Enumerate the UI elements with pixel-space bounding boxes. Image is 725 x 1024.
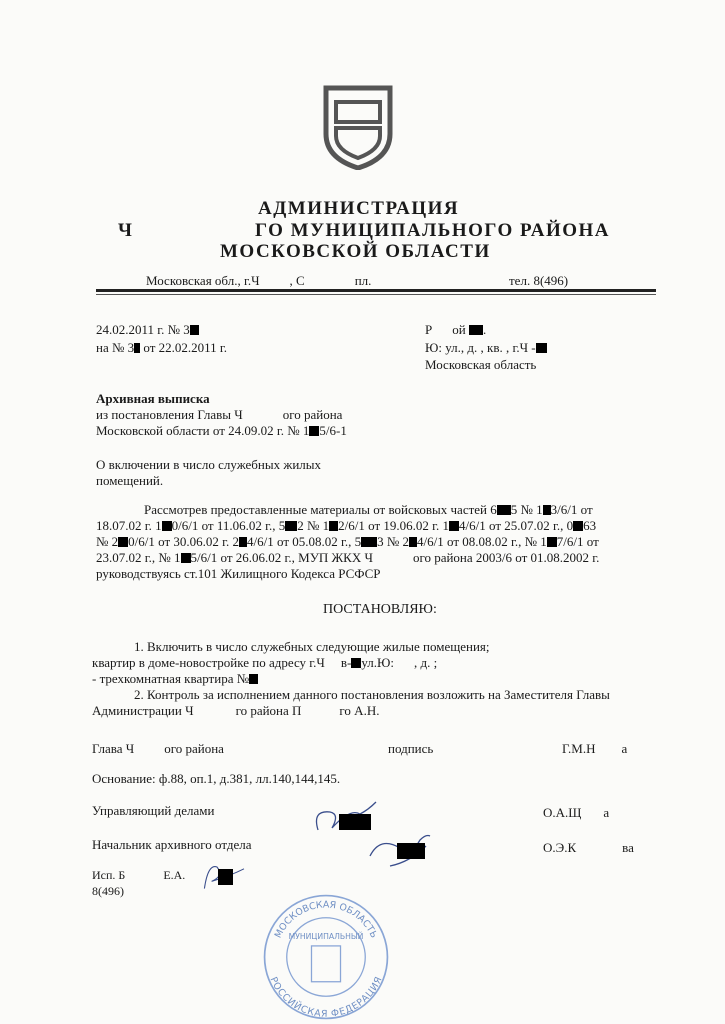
redaction-box xyxy=(536,343,547,353)
text-segment: го района П xyxy=(235,703,302,718)
decree-item1-apartment xyxy=(92,671,258,687)
redaction-box xyxy=(547,537,557,547)
executor-phone: 8(496) xyxy=(92,884,124,898)
text-segment: 2 № 1 xyxy=(297,518,330,533)
header-title-line2-start: Ч xyxy=(118,220,134,241)
recipient-address xyxy=(425,340,547,356)
redacted-signature-archive xyxy=(397,843,425,859)
text-segment: из постановления Главы Ч xyxy=(96,407,243,422)
text-segment: Г.М.Н xyxy=(562,741,596,756)
outgoing-number xyxy=(96,322,199,338)
redaction-box xyxy=(351,658,361,668)
archive-head-name xyxy=(543,840,634,856)
text-segment: 0/6/1 от 11.06.02 г., 5 xyxy=(171,518,286,533)
text-segment: 5 № 1 xyxy=(510,502,543,517)
body-line3 xyxy=(96,534,599,550)
text-segment: Московской области от 24.09.02 г. № 1 xyxy=(96,423,310,438)
text-segment: ого района xyxy=(282,407,343,422)
text-segment: 4/6/1 от 05.08.02 г., 5 xyxy=(247,534,362,549)
text-segment: Е.А. xyxy=(163,868,186,882)
header-divider xyxy=(96,289,656,292)
text-segment: О.Э.К xyxy=(543,840,577,855)
text-segment: 7/6/1 от xyxy=(556,534,599,549)
text-segment: 5/6/1 от 26.06.02 г., МУП ЖКХ Ч xyxy=(190,550,373,565)
body-line2 xyxy=(96,518,596,534)
redaction-box xyxy=(249,674,258,684)
redaction-box xyxy=(361,537,377,547)
header-title-line3: МОСКОВСКОЙ ОБЛАСТИ xyxy=(220,241,491,262)
text-segment: го А.Н. xyxy=(339,703,380,718)
redaction-box xyxy=(118,537,128,547)
stamp-text-top: МОСКОВСКАЯ ОБЛАСТЬ xyxy=(272,899,380,940)
subject-line2: помещений. xyxy=(96,473,164,488)
redacted-signature-executor xyxy=(218,869,233,885)
text-segment: , С xyxy=(289,273,305,288)
text-segment: а xyxy=(621,741,628,756)
redaction-box xyxy=(181,553,191,563)
official-seal-stamp xyxy=(262,893,390,1021)
text-segment: 4/6/1 от 25.07.02 г., 0 xyxy=(459,518,574,533)
redaction-box xyxy=(329,521,338,531)
executor-name xyxy=(92,867,185,883)
redaction-box xyxy=(162,521,172,531)
stamp-text-bottom: РОССИЙСКАЯ ФЕДЕРАЦИЯ xyxy=(267,975,385,1021)
text-segment: ул.Ю: xyxy=(361,655,394,670)
text-segment: 3 № 2 xyxy=(377,534,410,549)
text-segment: 63 xyxy=(583,518,597,533)
body-line1 xyxy=(144,502,593,518)
manager-title: Управляющий делами xyxy=(92,803,215,818)
head-name xyxy=(562,741,627,757)
text-segment: ого района 2003/6 от 01.08.2002 г. xyxy=(412,550,600,565)
text-segment: ва xyxy=(622,840,634,855)
redaction-box xyxy=(285,521,297,531)
text-segment: ой xyxy=(452,322,466,337)
redaction-box xyxy=(134,343,140,353)
extract-title: Архивная выписка xyxy=(96,391,210,406)
text-segment: Ю: ул., д. , кв. , г.Ч - xyxy=(425,340,536,355)
text-segment: 24.02.2011 г. № 3 xyxy=(96,322,190,337)
decree-item2-line2 xyxy=(92,703,379,719)
recipient-name: Р ой . xyxy=(425,322,487,337)
coat-of-arms-emblem xyxy=(322,84,394,170)
text-segment: - трехкомнатная квартира № xyxy=(92,671,250,686)
stamp-text-right: МУНИЦИПАЛЬНЫЙ xyxy=(288,932,364,942)
redaction-box xyxy=(190,325,199,335)
text-segment: ого района xyxy=(164,741,224,756)
redaction-box xyxy=(469,325,483,335)
extract-source-line2 xyxy=(96,423,347,439)
body-line5: руководствуясь ст.101 Жилищного Кодекса РСФСР xyxy=(96,566,381,581)
text-segment: Глава Ч xyxy=(92,741,135,756)
head-signature-note: подпись xyxy=(388,741,434,756)
text-segment: 0/6/1 от 30.06.02 г. 2 xyxy=(128,534,240,549)
redaction-box xyxy=(543,505,551,515)
header-divider-thin xyxy=(96,294,656,295)
text-segment: , д. ; xyxy=(413,655,438,670)
text-segment: а xyxy=(603,805,610,820)
text-segment: № 2 xyxy=(96,534,119,549)
text-segment: Московская обл., г.Ч xyxy=(146,273,260,288)
text-segment: пл. xyxy=(354,273,372,288)
text-segment: 4/6/1 от 08.08.02 г., № 1 xyxy=(417,534,547,549)
decree-item1-address xyxy=(92,655,437,671)
text-segment: О.А.Щ xyxy=(543,805,582,820)
header-address xyxy=(146,273,371,289)
text-segment: Р xyxy=(425,322,433,337)
head-title xyxy=(92,741,224,757)
text-segment: 3/6/1 от xyxy=(550,502,593,517)
recipient-region: Московская область xyxy=(425,357,537,372)
text-segment: квартир в доме-новостройке по адресу г.Ч xyxy=(92,655,325,670)
basis-reference: Основание: ф.88, оп.1, д.381, лл.140,144,145. xyxy=(92,771,341,786)
redaction-box xyxy=(573,521,583,531)
text-segment: 2/6/1 от 19.06.02 г. 1 xyxy=(338,518,450,533)
text-segment: Администрации Ч xyxy=(92,703,194,718)
text-segment: от 22.02.2011 г. xyxy=(143,340,228,355)
archive-head-title: Начальник архивного отдела xyxy=(92,837,252,852)
text-segment: 23.07.02 г., № 1 xyxy=(96,550,181,565)
text-segment: 18.07.02 г. 1 xyxy=(96,518,162,533)
redaction-box xyxy=(497,505,511,515)
subject-line1: О включении в число служебных жилых xyxy=(96,457,321,472)
text-segment: Исп. Б xyxy=(92,868,126,882)
body-line4 xyxy=(96,550,599,566)
decree-item2: 2. Контроль за исполнением данного постановления возложить на Заместителя Главы xyxy=(134,687,610,702)
manager-name xyxy=(543,805,609,821)
redaction-box xyxy=(309,426,319,436)
text-segment: Рассмотрев предоставленные материалы от войсковых частей 6 xyxy=(144,502,497,517)
extract-source-line1 xyxy=(96,407,342,423)
text-segment: в- xyxy=(340,655,352,670)
reply-reference xyxy=(96,340,227,356)
text-segment: 5/6-1 xyxy=(319,423,347,438)
decree-heading: ПОСТАНОВЛЯЮ: xyxy=(323,602,437,617)
stamp-emblem-frame xyxy=(311,946,340,982)
redaction-box xyxy=(449,521,459,531)
redaction-box xyxy=(409,537,417,547)
redacted-signature-manager xyxy=(339,814,371,830)
decree-item1: 1. Включить в число служебных следующие жилые помещения; xyxy=(134,639,490,654)
text-segment: на № 3 xyxy=(96,340,135,355)
header-phone: тел. 8(496) xyxy=(509,273,569,288)
header-title-line1: АДМИНИСТРАЦИЯ xyxy=(258,198,460,219)
header-title-line2: ГО МУНИЦИПАЛЬНОГО РАЙОНА xyxy=(255,220,611,241)
redaction-box xyxy=(239,537,247,547)
